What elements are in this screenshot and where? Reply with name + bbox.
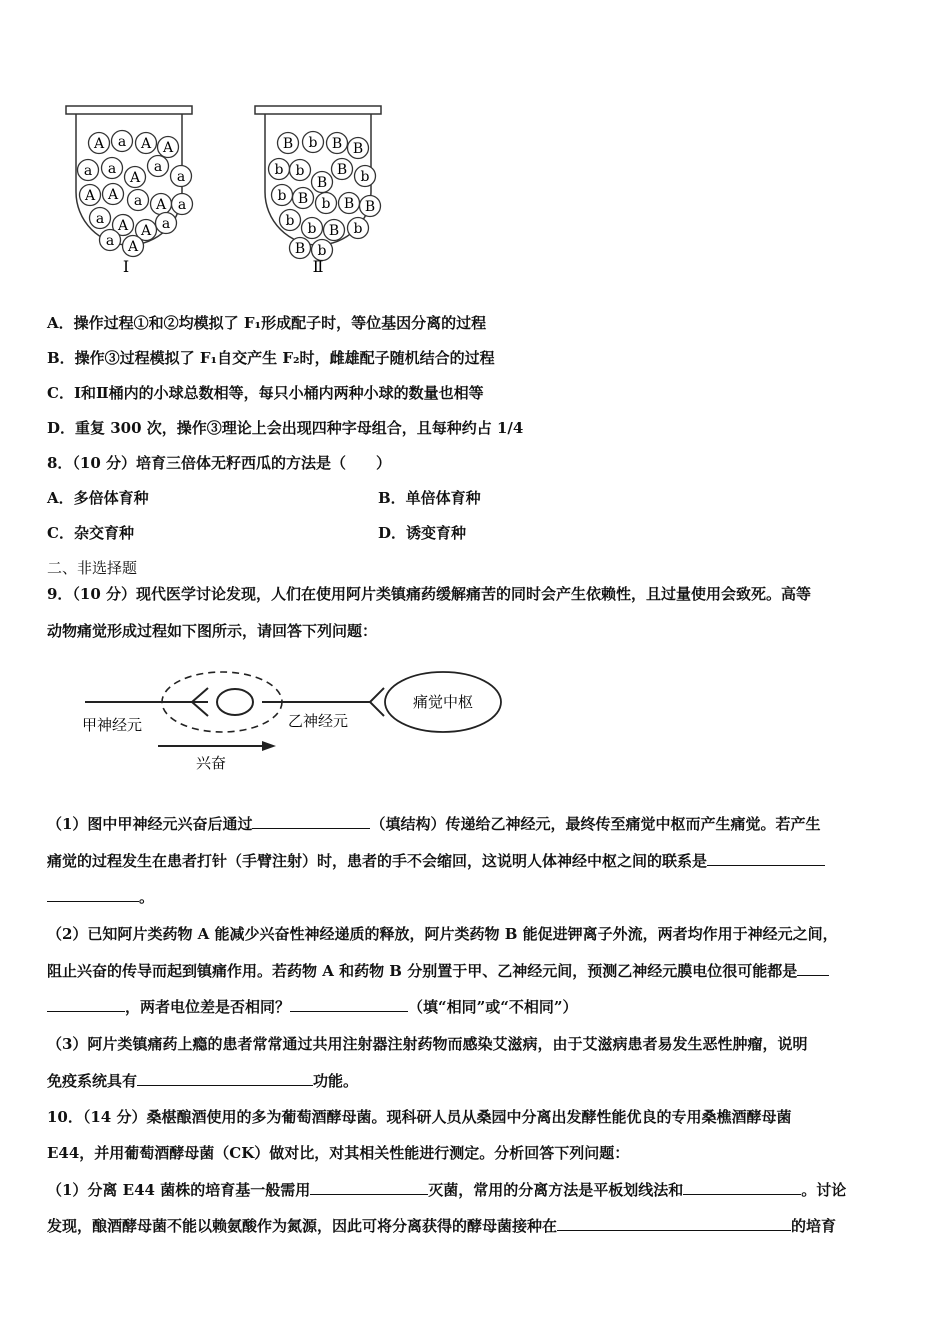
q7-option-d: D．重复 300 次，操作③理论上会出现四种字母组合，且每种约占 1/4: [47, 419, 524, 437]
answer-blank-3[interactable]: [797, 961, 829, 976]
pain-center-label: 痛觉中枢: [412, 693, 474, 711]
ball-letter: b: [307, 221, 317, 237]
ball-letter: B: [331, 136, 343, 152]
q9-p3-line1: （3）阿片类镇痛药上瘾的患者常常通过共用注射器注射药物而感染艾滋病，由于艾滋病患者易发生恶性肿瘤，说明: [47, 1035, 808, 1053]
q9-p2-line2: 阻止兴奋的传导而起到镇痛作用。若药物 A 和药物 B 分别置于甲、乙神经元间，预测乙神经元膜电位很可能都是: [47, 960, 829, 981]
ball-letter: a: [153, 159, 163, 175]
q9-p2-line3: ，两者电位差是否相同？ （填“相同”或“不相同”）: [47, 996, 578, 1017]
ball-letter: a: [107, 161, 117, 177]
answer-blank-6[interactable]: [310, 1180, 428, 1195]
ball-letter: B: [294, 241, 306, 257]
ball-letter: A: [162, 140, 174, 156]
q9-p1-line3: 。: [47, 886, 154, 907]
ball-letter: a: [177, 197, 187, 213]
ball-letter: B: [352, 141, 364, 157]
ball-letter: B: [316, 175, 328, 191]
ball-letter: b: [295, 163, 305, 179]
q10-line3: （1）分离 E44 菌株的培育基一般需用 灭菌，常用的分离方法是平板划线法和 。讨论: [47, 1181, 847, 1199]
answer-blank-4[interactable]: [290, 997, 408, 1012]
neuron-b-label: 乙神经元: [288, 712, 349, 730]
ball-letter: a: [83, 163, 93, 179]
excitation-label: 兴奋: [196, 754, 227, 772]
q9-stem-line2: 动物痛觉形成过程如下图所示，请回答下列问题：: [47, 622, 378, 640]
bucket-figure: [60, 100, 400, 280]
q8-stem: 8．（10 分）培育三倍体无籽西瓜的方法是（ ）: [47, 454, 392, 472]
answer-blank-3-cont[interactable]: [47, 997, 125, 1012]
q7-option-c: C．Ⅰ和Ⅱ桶内的小球总数相等，每只小桶内两种小球的数量也相等: [47, 384, 484, 402]
ball-letter: A: [140, 223, 152, 239]
ball-letter: A: [129, 170, 141, 186]
ball-letter: A: [93, 136, 105, 152]
ball-letter: A: [107, 187, 119, 203]
bucket-2: [255, 106, 381, 276]
q8-option-d: D．诱变育种: [378, 524, 467, 542]
bucket-1-label: Ⅰ: [122, 257, 130, 276]
ball-letter: B: [328, 223, 340, 239]
answer-blank-5[interactable]: [137, 1071, 313, 1086]
q9-p1-line1: （1）图中甲神经元兴奋后通过 （填结构）传递给乙神经元，最终传至痛觉中枢而产生痛觉。若产生: [47, 815, 821, 833]
ball-letter: b: [308, 135, 318, 151]
q10-line1: 10．（14 分）桑椹酿酒使用的多为葡萄酒酵母菌。现科研人员从桑园中分离出发酵性能优良的专用桑樵酒酵母菌: [47, 1108, 792, 1126]
q7-option-a: A．操作过程①和②均模拟了 F₁形成配子时，等位基因分离的过程: [47, 314, 487, 332]
q9-stem-line1: 9．（10 分）现代医学讨论发现，人们在使用阿片类镇痛药缓解痛苦的同时会产生依赖性，且过量使用会致死。高等: [47, 585, 812, 603]
ball-letter: b: [274, 162, 284, 178]
q10-line2: E44，并用葡萄酒酵母菌（CK）做对比，对其相关性能进行测定。分析回答下列问题：: [47, 1144, 630, 1162]
q10-line4: 发现，酿酒酵母菌不能以赖氨酸作为氮源，因此可将分离获得的酵母菌接种在 的培育: [47, 1217, 837, 1235]
ball-letter: b: [285, 213, 295, 229]
answer-blank-1[interactable]: [252, 814, 370, 829]
bucket-1: [66, 106, 193, 276]
q9-p2-line1: （2）已知阿片类药物 A 能减少兴奋性神经递质的释放，阿片类药物 B 能促进钾离子外流，两者均作用于神经元之间，: [47, 925, 838, 943]
q9-p3-line2: 免疫系统具有 功能。: [47, 1072, 359, 1090]
q8-option-c: C．杂交育种: [47, 524, 134, 542]
ball-letter: A: [140, 136, 152, 152]
neuron-diagram: [80, 660, 510, 780]
ball-letter: A: [155, 197, 167, 213]
answer-blank-2-cont[interactable]: [47, 887, 139, 902]
ball-letter: B: [336, 162, 348, 178]
ball-letter: a: [117, 134, 127, 150]
ball-letter: B: [343, 196, 355, 212]
neuron-a-label: 甲神经元: [82, 716, 143, 734]
ball-letter: a: [133, 193, 143, 209]
answer-blank-8[interactable]: [557, 1216, 791, 1231]
section-heading: 二、非选择题: [47, 559, 138, 577]
answer-blank-7[interactable]: [683, 1180, 801, 1195]
ball-letter: b: [353, 221, 363, 237]
q8-option-b: B．单倍体育种: [378, 489, 481, 507]
ball-letter: A: [127, 239, 139, 255]
ball-letter: a: [105, 233, 115, 249]
ball-letter: b: [360, 169, 370, 185]
ball-letter: a: [161, 216, 171, 232]
ball-letter: b: [317, 243, 327, 259]
q9-p1-line2: 痛觉的过程发生在患者打针（手臂注射）时，患者的手不会缩回，这说明人体神经中枢之间的联系是: [47, 850, 825, 871]
ball-letter: a: [95, 211, 105, 227]
ball-letter: A: [117, 218, 129, 234]
bucket-2-label: Ⅱ: [312, 257, 324, 276]
ball-letter: b: [277, 188, 287, 204]
answer-blank-2[interactable]: [707, 851, 825, 866]
ball-letter: B: [282, 136, 294, 152]
ball-letter: B: [364, 199, 376, 215]
q8-option-a: A．多倍体育种: [47, 489, 149, 507]
q7-option-b: B．操作③过程模拟了 F₁自交产生 F₂时，雌雄配子随机结合的过程: [47, 349, 495, 367]
ball-letter: B: [297, 191, 309, 207]
ball-letter: a: [176, 169, 186, 185]
ball-letter: b: [321, 196, 331, 212]
ball-letter: A: [84, 188, 96, 204]
